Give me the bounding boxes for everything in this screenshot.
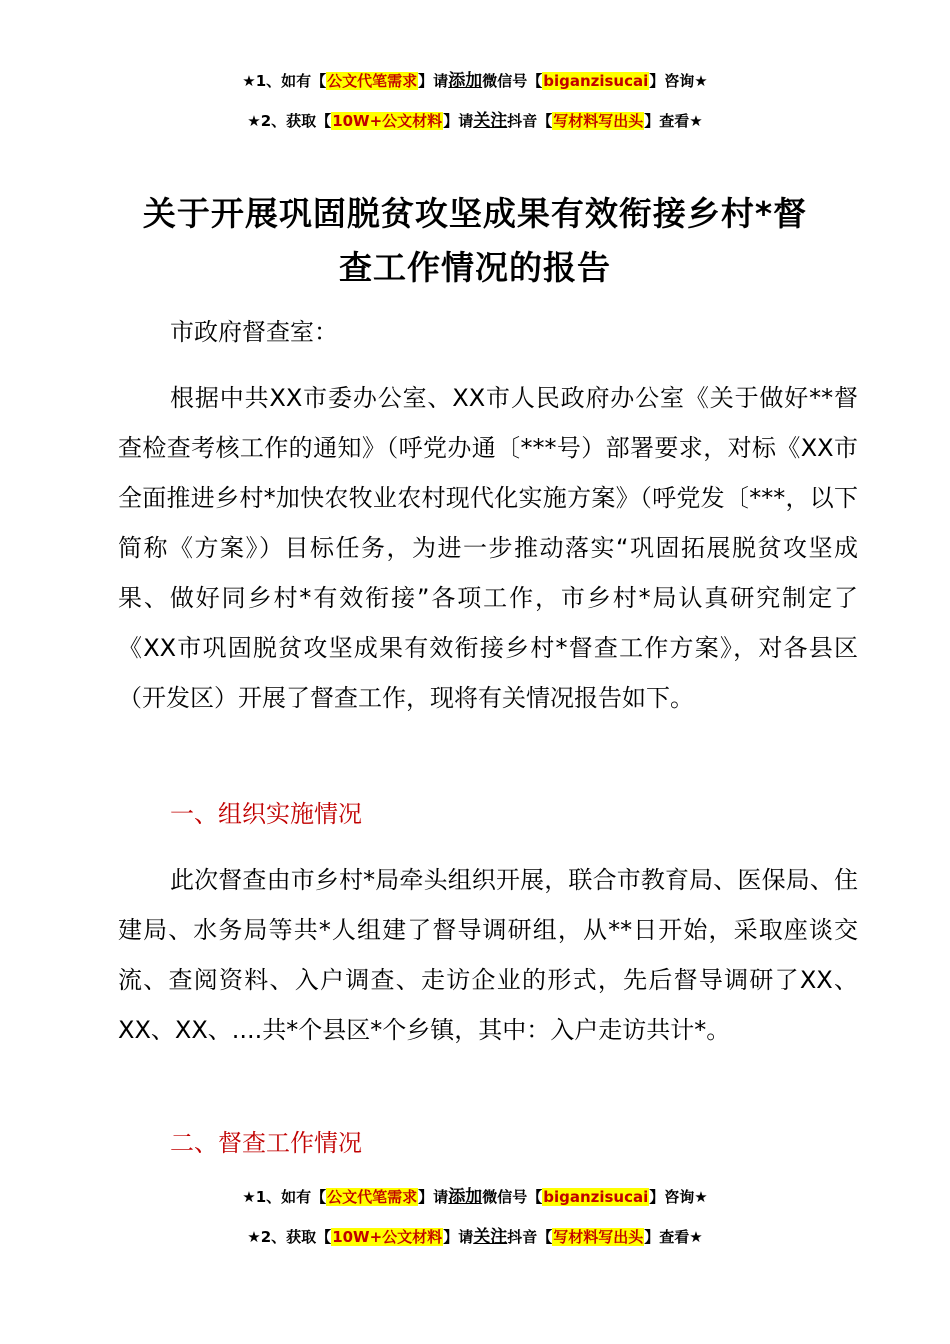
section-heading-2: 二、督查工作情况 (170, 1129, 362, 1157)
promo-highlight-materials: 10W+公文材料 (332, 112, 443, 130)
paragraph-organization: 此次督查由市乡村*局牵头组织开展，联合市教育局、医保局、住建局、水务局等共*人组建了督导调研组，从**日开始，采取座谈交流、查阅资料、入户调查、走访企业的形式，先后督导调研了XX、XX、XX、....共*个县区*个乡镇，其中：入户走访共计*。 (118, 866, 858, 1044)
promo-line-1-top: ★1、如有【公文代笔需求】请添加微信号【biganzisucai】咨询★ (242, 71, 708, 91)
promo-line-1-bottom: ★1、如有【公文代笔需求】请添加微信号【biganzisucai】咨询★ (242, 1187, 708, 1207)
paragraph-intro: 根据中共XX市委办公室、XX市人民政府办公室《关于做好**督查检查考核工作的通知》（呼党办通〔***号）部署要求，对标《XX市全面推进乡村*加快农牧业农村现代化实施方案》（呼党发〔***，以下简称《方案》）目标任务，为进一步推动落实“巩固拓展脱贫攻坚成果、做好同乡村*有效衔接”各项工作，市乡村*局认真研究制定了《XX市巩固脱贫攻坚成果有效衔接乡村*督查工作方案》，对各县区（开发区）开展了督查工作，现将有关情况报告如下。 (118, 384, 858, 712)
section-heading-1: 一、组织实施情况 (170, 800, 362, 828)
document-title: 关于开展巩固脱贫攻坚成果有效衔接乡村*督 查工作情况的报告 (142, 194, 808, 287)
promo-highlight-douyin: 写材料写出头 (553, 112, 644, 130)
promo-highlight-wechat-id: biganzisucai (543, 72, 649, 90)
addressee: 市政府督查室： (170, 318, 338, 346)
promo-highlight-service: 公文代笔需求 (327, 72, 418, 90)
promo-line-2-top: ★2、获取【10W+公文材料】请关注抖音【写材料写出头】查看★ (247, 111, 703, 131)
promo-line-2-bottom: ★2、获取【10W+公文材料】请关注抖音【写材料写出头】查看★ (247, 1227, 703, 1247)
